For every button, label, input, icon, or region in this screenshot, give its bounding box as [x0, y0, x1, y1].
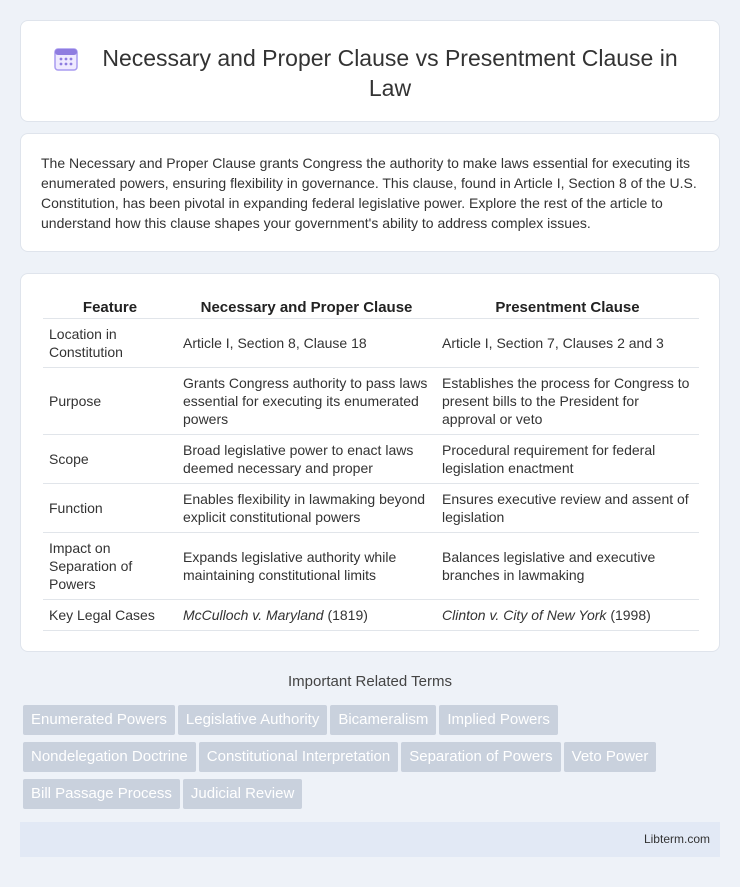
necessary-proper-cell: Grants Congress authority to pass laws essential for executing its enumerated powers — [177, 368, 436, 435]
comparison-table-card — [20, 273, 720, 652]
presentment-cell — [436, 600, 699, 631]
footer-site-link[interactable]: Libterm.com — [643, 832, 710, 846]
page-title: Necessary and Proper Clause vs Presentment Clause in Law — [102, 45, 678, 101]
header-feature: Feature — [43, 296, 177, 319]
related-term-tag[interactable]: Legislative Authority — [178, 705, 327, 735]
presentment-cell: Procedural requirement for federal legislation enactment — [436, 435, 699, 484]
related-term-tag[interactable]: Bicameralism — [330, 705, 436, 735]
intro-paragraph: The Necessary and Proper Clause grants Congress the authority to make laws essential for executing its enumerated powers, ensuring flexibility in governance. This clause, found in Article I, Section 8 of the U.S. Constitution, has been pivotal in expanding federal legislative power. Explore the rest of the article to understand how this clause shapes your government's ability to address complex issues. — [41, 155, 697, 231]
table-row — [43, 533, 699, 600]
feature-cell: Key Legal Cases — [43, 600, 177, 631]
presentment-cell: Article I, Section 7, Clauses 2 and 3 — [436, 319, 699, 368]
feature-cell: Purpose — [43, 368, 177, 435]
table-header-row — [43, 296, 699, 319]
feature-cell: Impact on Separation of Powers — [43, 533, 177, 600]
comparison-table — [43, 296, 699, 631]
header-necessary-proper: Necessary and Proper Clause — [177, 296, 436, 319]
related-term-tag[interactable]: Bill Passage Process — [23, 779, 180, 809]
feature-cell: Location in Constitution — [43, 319, 177, 368]
table-row — [43, 435, 699, 484]
table-row — [43, 600, 699, 631]
table-row — [43, 484, 699, 533]
title-card — [20, 20, 720, 122]
necessary-proper-cell: Expands legislative authority while maintaining constitutional limits — [177, 533, 436, 600]
necessary-proper-cell — [177, 600, 436, 631]
feature-cell: Function — [43, 484, 177, 533]
footer — [20, 822, 720, 857]
related-term-tag[interactable]: Constitutional Interpretation — [199, 742, 398, 772]
case-name: Clinton v. City of New York — [442, 607, 607, 623]
case-name: McCulloch v. Maryland — [183, 607, 324, 623]
related-term-tag[interactable]: Enumerated Powers — [23, 705, 175, 735]
related-term-tag[interactable]: Judicial Review — [183, 779, 302, 809]
related-terms-list — [23, 705, 723, 816]
intro-card — [20, 133, 720, 252]
feature-cell: Scope — [43, 435, 177, 484]
related-term-tag[interactable]: Veto Power — [564, 742, 657, 772]
table-row — [43, 319, 699, 368]
table-row — [43, 368, 699, 435]
case-year: (1819) — [323, 607, 368, 623]
presentment-cell: Ensures executive review and assent of legislation — [436, 484, 699, 533]
presentment-cell: Balances legislative and executive branches in lawmaking — [436, 533, 699, 600]
related-term-tag[interactable]: Nondelegation Doctrine — [23, 742, 196, 772]
necessary-proper-cell: Enables flexibility in lawmaking beyond explicit constitutional powers — [177, 484, 436, 533]
related-terms-title: Important Related Terms — [288, 673, 452, 690]
presentment-cell: Establishes the process for Congress to present bills to the President for approval or veto — [436, 368, 699, 435]
header-presentment: Presentment Clause — [436, 296, 699, 319]
case-year: (1998) — [606, 607, 651, 623]
necessary-proper-cell: Article I, Section 8, Clause 18 — [177, 319, 436, 368]
related-term-tag[interactable]: Separation of Powers — [401, 742, 560, 772]
necessary-proper-cell: Broad legislative power to enact laws deemed necessary and proper — [177, 435, 436, 484]
related-term-tag[interactable]: Implied Powers — [439, 705, 558, 735]
